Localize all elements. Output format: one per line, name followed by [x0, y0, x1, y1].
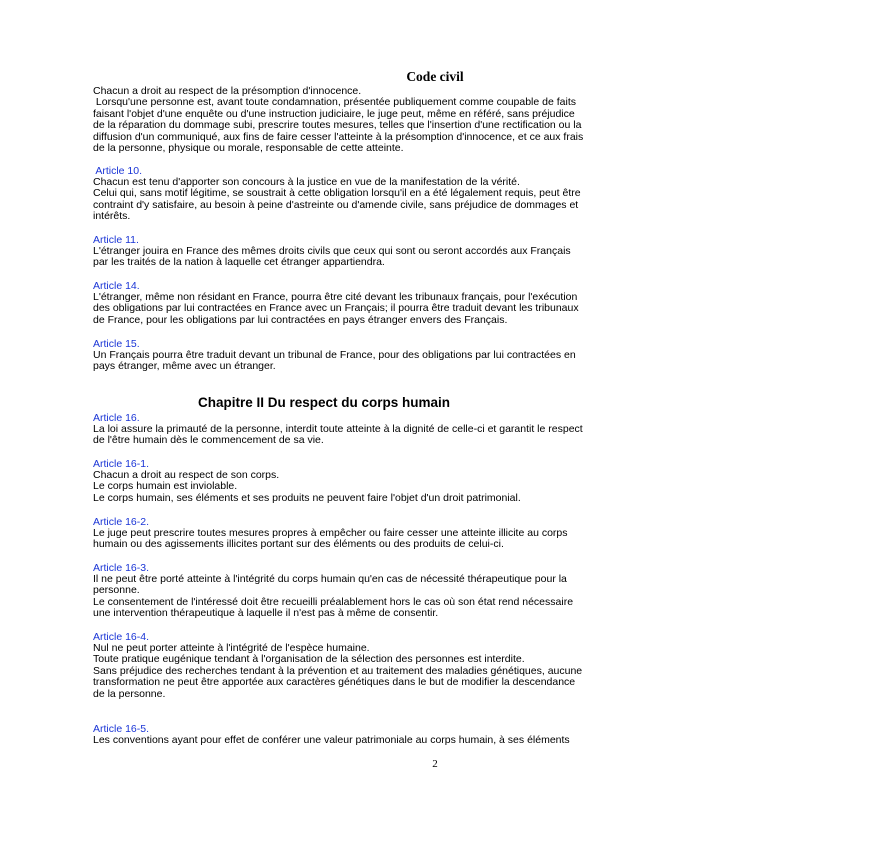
section-article-10: [93, 165, 783, 223]
text-line: Le corps humain est inviolable.: [93, 480, 238, 493]
section-article-14: [93, 280, 783, 326]
text-line: Le juge peut prescrire toutes mesures propres à empêcher ou faire cesser une atteinte illicite au corps: [93, 527, 568, 539]
text-line: Chacun a droit au respect de son corps.: [93, 469, 280, 481]
text-line: de la personne.: [93, 687, 166, 700]
section-article-16-3: [93, 562, 783, 620]
text-line: Un Français pourra être traduit devant un tribunal de France, pour des obligations par lui contractées en: [93, 349, 576, 361]
text-line: Nul ne peut porter atteinte à l'intégrité de l'espèce humaine.: [93, 642, 370, 654]
text-line: Il ne peut être porté atteinte à l'intégrité du corps humain qu'en cas de nécessité thérapeutique pour la: [93, 573, 567, 585]
article-heading: Article 16-4.: [93, 631, 150, 643]
article-heading: Article 16.: [93, 412, 140, 424]
text-line: Le consentement de l'intéressé doit être recueilli préalablement hors le cas où son état rend nécessaire: [93, 595, 574, 608]
text-line: intérêts.: [93, 210, 131, 223]
text-line: faisant l'objet d'une enquête ou d'une instruction judiciaire, le juge peut, même en référé, sans préjudice: [93, 107, 575, 120]
text-line: L'étranger, même non résidant en France, pourra être cité devant les tribunaux français, pour l'exécution: [93, 291, 578, 303]
section-article-16: [93, 412, 783, 447]
chapter-title: Chapitre II Du respect du corps humain: [198, 395, 451, 410]
text-line: pays étranger, même avec un étranger.: [93, 360, 276, 373]
article-heading: Article 15.: [93, 338, 140, 350]
article-heading: Article 14.: [93, 280, 140, 292]
text-line: humain ou des agissements illicites portant sur des éléments ou des produits de celui-ci.: [93, 538, 504, 551]
text-line: Celui qui, sans motif légitime, se soustrait à cette obligation lorsqu'il en a été légalement requis, peut être: [93, 187, 581, 200]
article-heading: Article 10.: [93, 165, 143, 177]
text-line: Sans préjudice des recherches tendant à la prévention et au traitement des maladies génétiques, aucune: [93, 664, 583, 677]
document-title: Code civil: [406, 69, 464, 84]
article-heading: Article 16-5.: [93, 723, 150, 735]
text-line: contraint d'y satisfaire, au besoin à peine d'astreinte ou d'amende civile, sans préjudice de dommages et: [93, 198, 579, 211]
text-line: La loi assure la primauté de la personne, interdit toute atteinte à la dignité de celle-ci et garantit le respect: [93, 423, 583, 435]
article-heading: Article 16-1.: [93, 458, 150, 470]
article-heading: Article 16-3.: [93, 562, 150, 574]
section-article-16-1: [93, 458, 783, 504]
section-article-16-2: [93, 516, 783, 551]
text-line: transformation ne peut être apportée aux caractères génétiques dans le but de modifier la descendance: [93, 676, 576, 689]
text-line: de l'être humain dès le commencement de sa vie.: [93, 434, 324, 447]
text-line: Chacun a droit au respect de la présomption d'innocence.: [93, 85, 362, 97]
text-line: des obligations par lui contractées en France avec un Français; il pourra être traduit devant les tribunaux: [93, 302, 579, 315]
text-line: Le corps humain, ses éléments et ses produits ne peuvent faire l'objet d'un droit patrimonial.: [93, 491, 521, 504]
section-article-15: [93, 338, 783, 373]
text-line: Lorsqu'une personne est, avant toute condamnation, présentée publiquement comme coupable de faits: [93, 96, 576, 109]
text-line: de la réparation du dommage subi, prescrire toutes mesures, telles que l'insertion d'une rectification ou la: [93, 119, 582, 132]
text-line: de la personne, physique ou morale, responsable de cette atteinte.: [93, 142, 404, 155]
article-heading: Article 16-2.: [93, 516, 150, 528]
text-line: par les traités de la nation à laquelle cet étranger appartiendra.: [93, 256, 385, 269]
text-line: personne.: [93, 584, 140, 597]
text-line: une intervention thérapeutique à laquelle il n'est pas à même de consentir.: [93, 607, 439, 620]
section-article-16-4: [93, 631, 783, 700]
text-line: L'étranger jouira en France des mêmes droits civils que ceux qui sont ou seront accordés aux Français: [93, 245, 571, 257]
article-heading: Article 11.: [93, 234, 139, 246]
page-number: 2: [432, 758, 438, 770]
section-presumption-innocence: [93, 86, 783, 154]
text-line: Chacun est tenu d'apporter son concours à la justice en vue de la manifestation de la vérité.: [93, 176, 520, 188]
section-article-11: [93, 234, 783, 269]
text-line: de France, pour les obligations par lui contractées en pays étranger envers des Français.: [93, 313, 508, 326]
text-line: diffusion d'un communiqué, aux fins de faire cesser l'atteinte à la présomption d'innocence, et ce aux frais: [93, 130, 584, 143]
section-article-16-5: [93, 723, 783, 746]
text-line: Toute pratique eugénique tendant à l'organisation de la sélection des personnes est interdite.: [93, 653, 525, 666]
text-line: Les conventions ayant pour effet de conférer une valeur patrimoniale au corps humain, à ses éléments: [93, 734, 570, 746]
